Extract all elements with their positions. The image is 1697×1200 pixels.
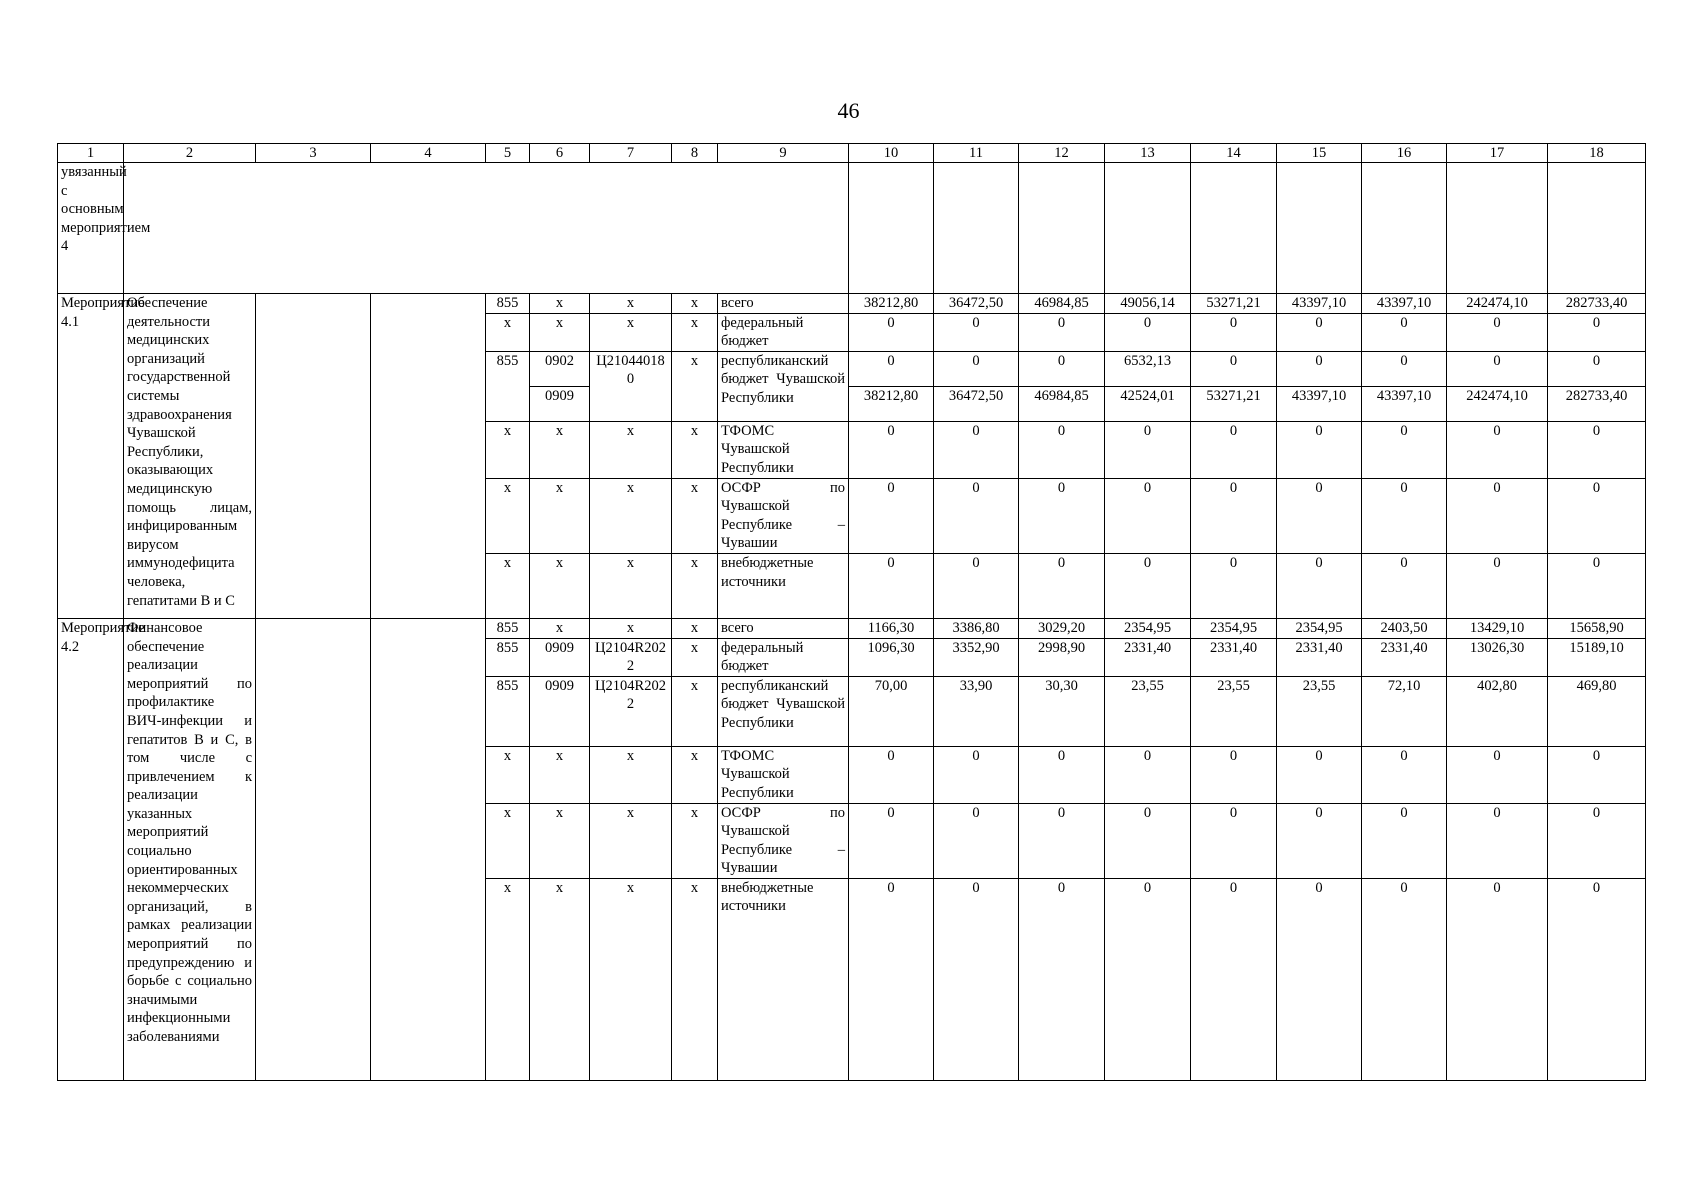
column-header: 16 bbox=[1362, 144, 1447, 163]
section-code: х bbox=[530, 746, 590, 803]
executor-cell bbox=[256, 294, 371, 619]
value-cell: 0 bbox=[849, 313, 934, 351]
target-article-code: х bbox=[590, 313, 672, 351]
value-cell: 0 bbox=[849, 878, 934, 1080]
value-cell: 0 bbox=[1277, 351, 1362, 386]
funding-source: всего bbox=[718, 294, 849, 314]
column-header: 2 bbox=[124, 144, 256, 163]
value-cell: 0 bbox=[1019, 803, 1105, 878]
value-cell: 0 bbox=[1548, 803, 1646, 878]
target-article-code: х bbox=[590, 421, 672, 478]
value-cell: 0 bbox=[1548, 746, 1646, 803]
value-cell: 0 bbox=[1447, 313, 1548, 351]
section-code: х bbox=[530, 421, 590, 478]
target-article-code: х bbox=[590, 803, 672, 878]
value-cell: 42524,01 bbox=[1105, 386, 1191, 421]
section-code: 0909 bbox=[530, 676, 590, 746]
funding-source: внебюджетные источники bbox=[718, 553, 849, 618]
grbs-code: х bbox=[486, 878, 530, 1080]
value-cell: 0 bbox=[1277, 553, 1362, 618]
value-cell: 0 bbox=[1362, 553, 1447, 618]
value-cell: 0 bbox=[1362, 746, 1447, 803]
value-cell: 0 bbox=[1105, 878, 1191, 1080]
value-cell: 0 bbox=[934, 803, 1019, 878]
empty-cell bbox=[1548, 163, 1646, 294]
value-cell: 0 bbox=[1105, 803, 1191, 878]
value-cell: 3386,80 bbox=[934, 618, 1019, 638]
participants-cell bbox=[371, 618, 486, 1080]
value-cell: 46984,85 bbox=[1019, 386, 1105, 421]
value-cell: 2354,95 bbox=[1105, 618, 1191, 638]
value-cell: 0 bbox=[1277, 478, 1362, 553]
value-cell: 0 bbox=[849, 803, 934, 878]
page-number: 46 bbox=[837, 98, 860, 123]
value-cell: 0 bbox=[1548, 351, 1646, 386]
expense-type-code: х bbox=[672, 638, 718, 676]
value-cell: 23,55 bbox=[1191, 676, 1277, 746]
value-cell: 282733,40 bbox=[1548, 294, 1646, 314]
expense-type-code: х bbox=[672, 746, 718, 803]
value-cell: 1166,30 bbox=[849, 618, 934, 638]
value-cell: 0 bbox=[1548, 478, 1646, 553]
column-header: 12 bbox=[1019, 144, 1105, 163]
column-header: 8 bbox=[672, 144, 718, 163]
empty-cell bbox=[1105, 163, 1191, 294]
value-cell: 0 bbox=[1105, 553, 1191, 618]
value-cell: 0 bbox=[1105, 746, 1191, 803]
expense-type-code: х bbox=[672, 351, 718, 421]
value-cell: 0 bbox=[1277, 803, 1362, 878]
column-header: 1 bbox=[58, 144, 124, 163]
value-cell: 13026,30 bbox=[1447, 638, 1548, 676]
value-cell: 0 bbox=[1277, 878, 1362, 1080]
value-cell: 0 bbox=[1019, 351, 1105, 386]
target-article-code: Ц2104R2022 bbox=[590, 676, 672, 746]
value-cell: 242474,10 bbox=[1447, 294, 1548, 314]
funding-source: ТФОМС Чувашской Республики bbox=[718, 746, 849, 803]
funding-source: федеральный бюджет bbox=[718, 313, 849, 351]
value-cell: 0 bbox=[1277, 421, 1362, 478]
value-cell: 0 bbox=[849, 351, 934, 386]
target-article-code: х bbox=[590, 553, 672, 618]
value-cell: 469,80 bbox=[1548, 676, 1646, 746]
expense-type-code: х bbox=[672, 294, 718, 314]
funding-source: республиканский бюджет Чувашской Республики bbox=[718, 676, 849, 746]
value-cell: 0 bbox=[1447, 351, 1548, 386]
value-cell: 1096,30 bbox=[849, 638, 934, 676]
value-cell: 0 bbox=[1447, 878, 1548, 1080]
value-cell: 402,80 bbox=[1447, 676, 1548, 746]
value-cell: 0 bbox=[1362, 313, 1447, 351]
empty-cell bbox=[849, 163, 934, 294]
value-cell: 36472,50 bbox=[934, 386, 1019, 421]
value-cell: 0 bbox=[934, 421, 1019, 478]
funding-source: федеральный бюджет bbox=[718, 638, 849, 676]
value-cell: 0 bbox=[1191, 803, 1277, 878]
value-cell: 13429,10 bbox=[1447, 618, 1548, 638]
value-cell: 38212,80 bbox=[849, 386, 934, 421]
value-cell: 43397,10 bbox=[1362, 386, 1447, 421]
executor-cell bbox=[256, 618, 371, 1080]
value-cell: 49056,14 bbox=[1105, 294, 1191, 314]
value-cell: 33,90 bbox=[934, 676, 1019, 746]
value-cell: 0 bbox=[1447, 803, 1548, 878]
grbs-code: х bbox=[486, 313, 530, 351]
value-cell: 0 bbox=[1105, 421, 1191, 478]
value-cell: 2331,40 bbox=[1191, 638, 1277, 676]
target-article-code: Ц210440180 bbox=[590, 351, 672, 421]
value-cell: 2331,40 bbox=[1277, 638, 1362, 676]
target-article-code: х bbox=[590, 618, 672, 638]
column-header: 15 bbox=[1277, 144, 1362, 163]
value-cell: 0 bbox=[1019, 313, 1105, 351]
target-article-code: х bbox=[590, 746, 672, 803]
empty-cell bbox=[1362, 163, 1447, 294]
value-cell: 0 bbox=[1362, 351, 1447, 386]
value-cell: 0 bbox=[1447, 478, 1548, 553]
value-cell: 0 bbox=[1362, 878, 1447, 1080]
value-cell: 23,55 bbox=[1277, 676, 1362, 746]
empty-cell bbox=[934, 163, 1019, 294]
target-article-code: х bbox=[590, 478, 672, 553]
value-cell: 0 bbox=[1277, 746, 1362, 803]
value-cell: 2354,95 bbox=[1191, 618, 1277, 638]
target-article-code: х bbox=[590, 878, 672, 1080]
value-cell: 43397,10 bbox=[1277, 294, 1362, 314]
continued-row bbox=[58, 163, 1646, 294]
value-cell: 0 bbox=[1447, 421, 1548, 478]
value-cell: 0 bbox=[1191, 421, 1277, 478]
budget-table bbox=[57, 143, 1646, 1081]
section-code: 0902 bbox=[530, 351, 590, 386]
value-cell: 0 bbox=[849, 746, 934, 803]
value-cell: 0 bbox=[1191, 478, 1277, 553]
value-cell: 38212,80 bbox=[849, 294, 934, 314]
grbs-code: х bbox=[486, 421, 530, 478]
participants-cell bbox=[371, 294, 486, 619]
target-article-code: х bbox=[590, 294, 672, 314]
value-cell: 0 bbox=[1362, 803, 1447, 878]
value-cell: 0 bbox=[1019, 553, 1105, 618]
expense-type-code: х bbox=[672, 478, 718, 553]
target-article-code: Ц2104R2022 bbox=[590, 638, 672, 676]
value-cell: 70,00 bbox=[849, 676, 934, 746]
value-cell: 0 bbox=[1191, 878, 1277, 1080]
funding-source: всего bbox=[718, 618, 849, 638]
section-code: х bbox=[530, 313, 590, 351]
value-cell: 0 bbox=[1447, 746, 1548, 803]
value-cell: 3352,90 bbox=[934, 638, 1019, 676]
value-cell: 15189,10 bbox=[1548, 638, 1646, 676]
column-header: 5 bbox=[486, 144, 530, 163]
value-cell: 0 bbox=[934, 746, 1019, 803]
grbs-code: 855 bbox=[486, 676, 530, 746]
table-row bbox=[58, 618, 1646, 638]
value-cell: 3029,20 bbox=[1019, 618, 1105, 638]
value-cell: 0 bbox=[934, 351, 1019, 386]
grbs-code: х bbox=[486, 746, 530, 803]
column-header: 4 bbox=[371, 144, 486, 163]
empty-cell bbox=[1447, 163, 1548, 294]
table-body bbox=[58, 144, 1646, 1081]
column-header: 6 bbox=[530, 144, 590, 163]
activity-code: Мероприятие 4.2 bbox=[58, 618, 124, 1080]
column-header: 10 bbox=[849, 144, 934, 163]
activity-title: Финансовое обеспечение реализации мероприятий по профилактике ВИЧ-инфекции и гепатитов В и С, в том числе с привлечением к реализации указанных мероприятий социально ориентированных некоммерческих организаций, в рамках реализации мероприятий по предупреждению и борьбе с социально значимыми инфекционными заболеваниями bbox=[124, 618, 256, 1080]
value-cell: 36472,50 bbox=[934, 294, 1019, 314]
value-cell: 43397,10 bbox=[1277, 386, 1362, 421]
column-header: 9 bbox=[718, 144, 849, 163]
value-cell: 0 bbox=[1277, 313, 1362, 351]
funding-source: ОСФР по Чувашской Республике – Чувашии bbox=[718, 478, 849, 553]
column-header: 11 bbox=[934, 144, 1019, 163]
value-cell: 2403,50 bbox=[1362, 618, 1447, 638]
section-code: х bbox=[530, 478, 590, 553]
value-cell: 242474,10 bbox=[1447, 386, 1548, 421]
value-cell: 0 bbox=[1548, 878, 1646, 1080]
value-cell: 0 bbox=[1019, 478, 1105, 553]
value-cell: 0 bbox=[1548, 313, 1646, 351]
funding-source: ТФОМС Чувашской Республики bbox=[718, 421, 849, 478]
value-cell: 0 bbox=[1019, 421, 1105, 478]
grbs-code: х bbox=[486, 553, 530, 618]
continued-row-empty bbox=[124, 163, 849, 294]
value-cell: 30,30 bbox=[1019, 676, 1105, 746]
value-cell: 0 bbox=[1548, 421, 1646, 478]
expense-type-code: х bbox=[672, 878, 718, 1080]
section-code: 0909 bbox=[530, 638, 590, 676]
value-cell: 23,55 bbox=[1105, 676, 1191, 746]
table-row bbox=[58, 294, 1646, 314]
value-cell: 43397,10 bbox=[1362, 294, 1447, 314]
value-cell: 0 bbox=[1447, 553, 1548, 618]
value-cell: 282733,40 bbox=[1548, 386, 1646, 421]
value-cell: 0 bbox=[1105, 313, 1191, 351]
activity-code: Мероприятие 4.1 bbox=[58, 294, 124, 619]
section-code: х bbox=[530, 803, 590, 878]
expense-type-code: х bbox=[672, 313, 718, 351]
expense-type-code: х bbox=[672, 676, 718, 746]
grbs-code: 855 bbox=[486, 294, 530, 314]
expense-type-code: х bbox=[672, 421, 718, 478]
value-cell: 2998,90 bbox=[1019, 638, 1105, 676]
value-cell: 0 bbox=[934, 553, 1019, 618]
value-cell: 53271,21 bbox=[1191, 294, 1277, 314]
value-cell: 2331,40 bbox=[1105, 638, 1191, 676]
value-cell: 0 bbox=[934, 478, 1019, 553]
value-cell: 46984,85 bbox=[1019, 294, 1105, 314]
value-cell: 0 bbox=[849, 478, 934, 553]
section-code: х bbox=[530, 553, 590, 618]
value-cell: 0 bbox=[849, 553, 934, 618]
expense-type-code: х bbox=[672, 618, 718, 638]
value-cell: 0 bbox=[934, 313, 1019, 351]
column-header-row bbox=[58, 144, 1646, 163]
value-cell: 72,10 bbox=[1362, 676, 1447, 746]
value-cell: 2331,40 bbox=[1362, 638, 1447, 676]
section-code: 0909 bbox=[530, 386, 590, 421]
expense-type-code: х bbox=[672, 803, 718, 878]
grbs-code: 855 bbox=[486, 638, 530, 676]
section-code: х bbox=[530, 294, 590, 314]
column-header: 13 bbox=[1105, 144, 1191, 163]
column-header: 17 bbox=[1447, 144, 1548, 163]
activity-title: Обеспечение деятельности медицинских организаций государственной системы здравоохранения Чувашской Республики, оказывающих медицинскую помощь лицам, инфицированным вирусом иммунодефицита человека, гепатитами В и С bbox=[124, 294, 256, 619]
value-cell: 0 bbox=[1105, 478, 1191, 553]
value-cell: 0 bbox=[934, 878, 1019, 1080]
empty-cell bbox=[1019, 163, 1105, 294]
grbs-code: х bbox=[486, 803, 530, 878]
section-code: х bbox=[530, 878, 590, 1080]
value-cell: 0 bbox=[849, 421, 934, 478]
value-cell: 0 bbox=[1019, 878, 1105, 1080]
value-cell: 0 bbox=[1191, 313, 1277, 351]
value-cell: 0 bbox=[1191, 553, 1277, 618]
value-cell: 0 bbox=[1191, 351, 1277, 386]
value-cell: 0 bbox=[1191, 746, 1277, 803]
value-cell: 15658,90 bbox=[1548, 618, 1646, 638]
grbs-code: х bbox=[486, 478, 530, 553]
value-cell: 0 bbox=[1548, 553, 1646, 618]
value-cell: 0 bbox=[1362, 421, 1447, 478]
expense-type-code: х bbox=[672, 553, 718, 618]
column-header: 3 bbox=[256, 144, 371, 163]
value-cell: 6532,13 bbox=[1105, 351, 1191, 386]
continued-row-label: увязанный с основным мероприятием 4 bbox=[58, 163, 124, 294]
section-code: х bbox=[530, 618, 590, 638]
funding-source: республиканский бюджет Чувашской Республики bbox=[718, 351, 849, 421]
value-cell: 0 bbox=[1019, 746, 1105, 803]
column-header: 14 bbox=[1191, 144, 1277, 163]
value-cell: 0 bbox=[1362, 478, 1447, 553]
column-header: 18 bbox=[1548, 144, 1646, 163]
grbs-code: 855 bbox=[486, 351, 530, 421]
column-header: 7 bbox=[590, 144, 672, 163]
empty-cell bbox=[1191, 163, 1277, 294]
value-cell: 2354,95 bbox=[1277, 618, 1362, 638]
funding-source: внебюджетные источники bbox=[718, 878, 849, 1080]
funding-source: ОСФР по Чувашской Республике – Чувашии bbox=[718, 803, 849, 878]
grbs-code: 855 bbox=[486, 618, 530, 638]
value-cell: 53271,21 bbox=[1191, 386, 1277, 421]
empty-cell bbox=[1277, 163, 1362, 294]
